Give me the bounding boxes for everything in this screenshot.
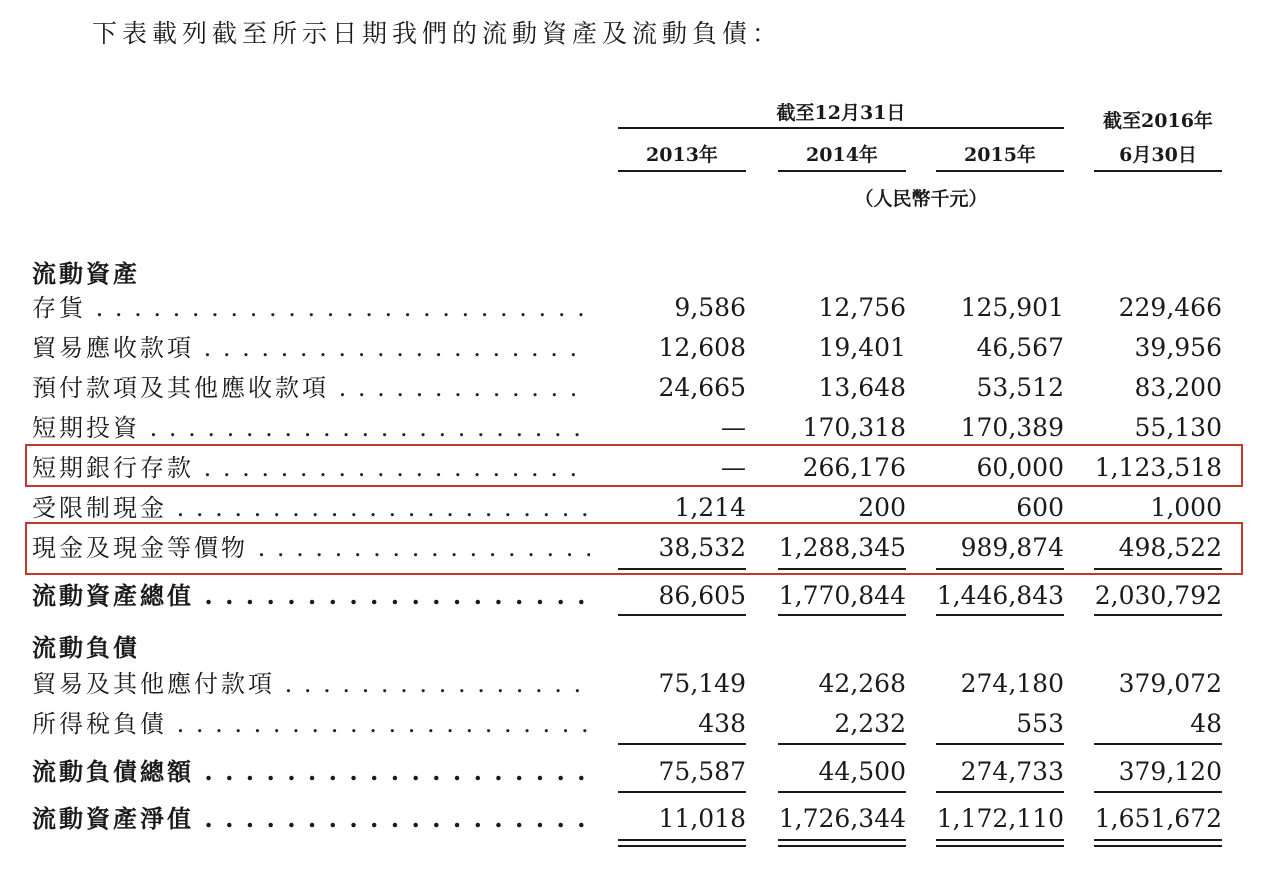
total-rule [778,791,906,793]
cell-2013: — [721,453,746,482]
cell-2013: 24,665 [658,373,746,402]
header-rule [618,170,746,172]
row-label: 短期銀行存款 . . . [32,449,590,487]
total-rule [778,614,906,616]
cell-2015: 1,172,110 [936,804,1064,833]
cell-2013: 1,214 [674,493,746,522]
cell-2013: 75,149 [658,669,746,698]
table-row [0,329,1262,367]
row-label: 流動資產總值 . . . [32,577,590,615]
cell-2014: 2,232 [834,709,906,738]
cell-2014: 1,770,844 [778,581,906,610]
cell-2014: 13,648 [818,373,906,402]
cell-2013: 12,608 [658,333,746,362]
cell-2014: 44,500 [818,757,906,786]
header-group-label: 截至12月31日 [776,102,906,124]
cell-2016h1: 1,000 [1150,493,1222,522]
header-year-2015: 2015年 [964,144,1036,166]
row-label: 受限制現金 . . . [32,489,590,527]
table-row [0,369,1262,407]
cell-2014: 200 [858,493,906,522]
cell-2015: 125,901 [960,293,1064,322]
cell-2013: 11,018 [658,804,746,833]
cell-2014: 170,318 [802,413,906,442]
total-rule [936,614,1064,616]
cell-2013: 438 [698,709,746,738]
table-row [0,705,1262,743]
cell-2016h1: 379,120 [1118,757,1222,786]
header-year-2014: 2014年 [806,144,878,166]
row-label: 存貨 . . . [32,289,590,327]
cell-2015: 53,512 [976,373,1064,402]
cell-2016h1: 498,522 [1118,533,1222,562]
double-rule-top [936,839,1064,841]
cell-2014: 42,268 [818,669,906,698]
cell-2015: 600 [1016,493,1064,522]
cell-2013: 38,532 [658,533,746,562]
cell-2016h1: 48 [1190,709,1222,738]
total-row-current-assets [0,577,1262,615]
double-rule-top [1094,839,1222,841]
subtotal-rule [936,743,1064,745]
cell-2016h1: 39,956 [1134,333,1222,362]
cell-2015: 170,389 [960,413,1064,442]
header-rule [936,170,1064,172]
cell-2015: 46,567 [976,333,1064,362]
header-col4-line1: 截至2016年 [1103,110,1213,132]
total-rule [618,614,746,616]
table-row [0,665,1262,703]
cell-2015: 989,874 [960,533,1064,562]
cell-2016h1: 1,123,518 [1094,453,1222,482]
intro-text: 下表載列截至所示日期我們的流動資產及流動負債： [92,19,783,48]
cell-2013: — [721,413,746,442]
total-row-current-liabilities [0,753,1262,791]
total-rule [1094,614,1222,616]
cell-2013: 9,586 [674,293,746,322]
cell-2014: 266,176 [802,453,906,482]
subtotal-rule [778,743,906,745]
subtotal-rule [618,743,746,745]
header-year-2013: 2013年 [646,144,718,166]
row-label: 貿易應收款項 . . . [32,329,590,367]
header-col4-line2: 6月30日 [1119,144,1197,166]
header-group-rule [618,127,1064,129]
double-rule-bottom [778,845,906,847]
cell-2013: 86,605 [658,581,746,610]
row-label: 預付款項及其他應收款項 . . . [32,369,590,407]
row-label: 現金及現金等價物 . . . [32,529,590,567]
row-label: 貿易及其他應付款項 . . . [32,665,590,703]
cell-2016h1: 2,030,792 [1094,581,1222,610]
section-heading-current-liabilities: 流動負債 [32,633,140,662]
unit-label: （人民幣千元） [854,188,988,210]
row-label: 所得稅負債 . . . [32,705,590,743]
cell-2016h1: 55,130 [1134,413,1222,442]
cell-2016h1: 1,651,672 [1094,804,1222,833]
total-rule [936,791,1064,793]
cell-2014: 1,288,345 [778,533,906,562]
double-rule-bottom [1094,845,1222,847]
row-label: 流動資產淨值 . . . [32,800,590,838]
cell-2014: 19,401 [818,333,906,362]
cell-2016h1: 83,200 [1134,373,1222,402]
highlight-box-cash-equivalents [25,522,1243,575]
net-current-assets-row [0,800,1262,838]
row-label: 短期投資 . . . [32,409,590,447]
double-rule-top [618,839,746,841]
cell-2015: 274,180 [960,669,1064,698]
double-rule-top [778,839,906,841]
cell-2014: 12,756 [818,293,906,322]
cell-2013: 75,587 [658,757,746,786]
cell-2016h1: 379,072 [1118,669,1222,698]
highlight-box-short-term-deposits [25,444,1243,487]
cell-2015: 553 [1016,709,1064,738]
cell-2014: 1,726,344 [778,804,906,833]
double-rule-bottom [618,845,746,847]
header-rule [1094,170,1222,172]
row-label: 流動負債總額 . . . [32,753,590,791]
table-row [0,409,1262,447]
double-rule-bottom [936,845,1064,847]
cell-2015: 60,000 [976,453,1064,482]
cell-2015: 274,733 [960,757,1064,786]
total-rule [618,791,746,793]
total-rule [1094,791,1222,793]
section-heading-current-assets: 流動資產 [32,259,140,288]
table-row [0,289,1262,327]
subtotal-rule [1094,743,1222,745]
cell-2016h1: 229,466 [1118,293,1222,322]
header-rule [778,170,906,172]
cell-2015: 1,446,843 [936,581,1064,610]
